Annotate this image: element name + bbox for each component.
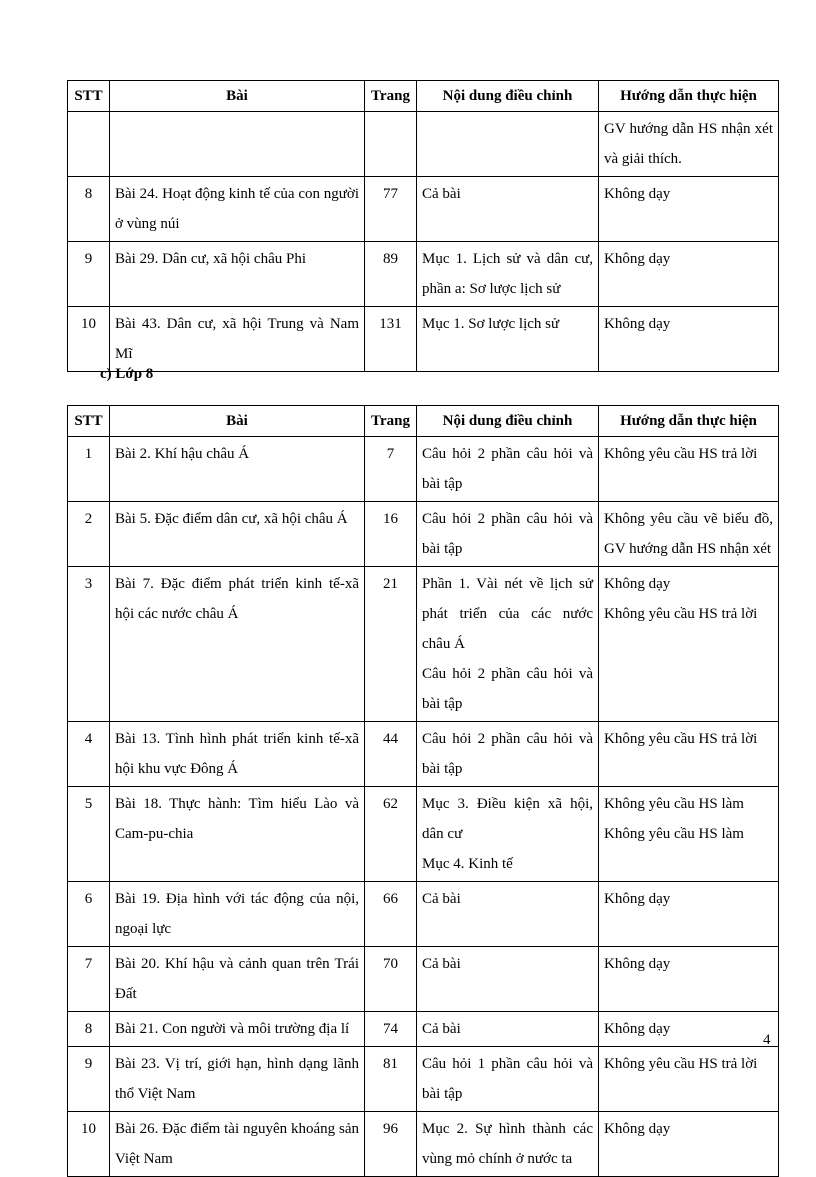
cell-noi-dung [417,722,599,787]
cell-huong-dan [599,1012,779,1047]
cell-trang: 131 [365,307,417,372]
cell-stt: 3 [68,567,110,722]
cell-stt: 9 [68,242,110,307]
cell-stt: 5 [68,787,110,882]
cell-stt: 7 [68,947,110,1012]
cell-huong-dan [599,567,779,722]
header-trang: Trang [365,81,417,112]
header-huong-dan: Hướng dẫn thực hiện [599,406,779,437]
noi-dung-line: Câu hỏi 2 phần câu hỏi và bài tập [422,446,593,492]
cell-trang: 74 [365,1012,417,1047]
noi-dung-line: Cả bài [422,186,461,202]
huong-dan-line: Không dạy [604,251,671,267]
cell-trang: 70 [365,947,417,1012]
page-number: 4 [763,1032,771,1048]
table-lesson-adjustments-continued [67,80,779,372]
huong-dan-line: Không dạy [604,576,671,592]
header-huong-dan: Hướng dẫn thực hiện [599,81,779,112]
cell-bai: Bài 21. Con người và môi trường địa lí [110,1012,365,1047]
cell-stt: 4 [68,722,110,787]
noi-dung-line: Cả bài [422,1021,461,1037]
huong-dan-line: Không yêu cầu HS trả lời [604,606,758,622]
table-row [68,242,779,307]
cell-bai [110,112,365,177]
cell-noi-dung [417,1012,599,1047]
header-noi-dung: Nội dung điều chỉnh [417,406,599,437]
table-row [68,882,779,947]
huong-dan-line: Không yêu cầu HS trả lời [604,731,758,747]
cell-huong-dan [599,787,779,882]
cell-huong-dan [599,947,779,1012]
cell-stt: 2 [68,502,110,567]
cell-trang: 62 [365,787,417,882]
noi-dung-line: Câu hỏi 2 phần câu hỏi và bài tập [422,666,593,712]
cell-trang: 16 [365,502,417,567]
table-grade-8-adjustments [67,405,779,1177]
noi-dung-line: Mục 1. Lịch sử và dân cư, phần a: Sơ lược lịch sử [422,251,593,297]
cell-huong-dan [599,882,779,947]
noi-dung-line: Câu hỏi 2 phần câu hỏi và bài tập [422,511,593,557]
cell-stt: 9 [68,1047,110,1112]
table-row [68,502,779,567]
table-row [68,177,779,242]
cell-trang: 44 [365,722,417,787]
cell-huong-dan [599,502,779,567]
table-header-row [68,81,779,112]
cell-trang [365,112,417,177]
cell-trang: 21 [365,567,417,722]
cell-huong-dan [599,307,779,372]
noi-dung-line: Cả bài [422,956,461,972]
noi-dung-line: Phần 1. Vài nét về lịch sử phát triển của các nước châu Á [422,576,593,652]
cell-bai: Bài 23. Vị trí, giới hạn, hình dạng lãnh thổ Việt Nam [110,1047,365,1112]
cell-bai: Bài 43. Dân cư, xã hội Trung và Nam Mĩ [110,307,365,372]
noi-dung-line: Câu hỏi 1 phần câu hỏi và bài tập [422,1056,593,1102]
cell-trang: 81 [365,1047,417,1112]
table-row [68,787,779,882]
cell-trang: 77 [365,177,417,242]
cell-stt [68,112,110,177]
cell-noi-dung [417,177,599,242]
header-bai: Bài [110,406,365,437]
header-bai: Bài [110,81,365,112]
huong-dan-line: Không dạy [604,1121,671,1137]
cell-stt: 8 [68,177,110,242]
cell-huong-dan [599,722,779,787]
cell-noi-dung [417,567,599,722]
cell-bai: Bài 2. Khí hậu châu Á [110,437,365,502]
header-stt: STT [68,81,110,112]
cell-bai: Bài 18. Thực hành: Tìm hiểu Lào và Cam-pu-chia [110,787,365,882]
cell-huong-dan [599,177,779,242]
cell-noi-dung [417,882,599,947]
cell-huong-dan [599,1047,779,1112]
huong-dan-line: Không yêu cầu HS làm [604,826,744,842]
cell-noi-dung [417,1047,599,1112]
table-row [68,437,779,502]
cell-huong-dan: GV hướng dẫn HS nhận xét và giải thích. [599,112,779,177]
huong-dan-line: Không yêu cầu HS trả lời [604,1056,758,1072]
header-trang: Trang [365,406,417,437]
table-row-continuation [68,112,779,177]
cell-stt: 10 [68,307,110,372]
cell-trang: 89 [365,242,417,307]
noi-dung-line: Mục 4. Kinh tế [422,856,513,872]
huong-dan-line: Không yêu cầu HS làm [604,796,744,812]
cell-bai: Bài 13. Tình hình phát triển kinh tế-xã hội khu vực Đông Á [110,722,365,787]
cell-bai: Bài 29. Dân cư, xã hội châu Phi [110,242,365,307]
cell-huong-dan [599,437,779,502]
section-title: c) Lớp 8 [100,366,154,382]
cell-stt: 8 [68,1012,110,1047]
cell-bai: Bài 19. Địa hình với tác động của nội, ngoại lực [110,882,365,947]
noi-dung-line: Câu hỏi 2 phần câu hỏi và bài tập [422,731,593,777]
noi-dung-line: Cả bài [422,891,461,907]
header-stt: STT [68,406,110,437]
table-header-row [68,406,779,437]
cell-noi-dung [417,307,599,372]
huong-dan-line: Không dạy [604,891,671,907]
noi-dung-line: Mục 3. Điều kiện xã hội, dân cư [422,796,593,842]
cell-huong-dan [599,242,779,307]
huong-dan-line: Không dạy [604,1021,671,1037]
table-row [68,307,779,372]
huong-dan-line: Không dạy [604,316,671,332]
cell-stt: 10 [68,1112,110,1177]
cell-trang: 96 [365,1112,417,1177]
table-row [68,1047,779,1112]
cell-noi-dung [417,787,599,882]
cell-stt: 6 [68,882,110,947]
table-row [68,567,779,722]
cell-noi-dung [417,502,599,567]
cell-noi-dung [417,437,599,502]
noi-dung-line: Mục 1. Sơ lược lịch sử [422,316,560,332]
cell-stt: 1 [68,437,110,502]
huong-dan-line: Không yêu cầu vẽ biểu đồ, GV hướng dẫn HS nhận xét [604,511,773,557]
huong-dan-line: Không yêu cầu HS trả lời [604,446,758,462]
cell-noi-dung [417,242,599,307]
table-row [68,1112,779,1177]
huong-dan-line: Không dạy [604,956,671,972]
cell-bai: Bài 24. Hoạt động kinh tế của con người ở vùng núi [110,177,365,242]
cell-bai: Bài 20. Khí hậu và cảnh quan trên Trái Đất [110,947,365,1012]
cell-bai: Bài 26. Đặc điểm tài nguyên khoáng sản Việt Nam [110,1112,365,1177]
cell-trang: 7 [365,437,417,502]
cell-noi-dung [417,1112,599,1177]
huong-dan-line: Không dạy [604,186,671,202]
table-row [68,722,779,787]
cell-noi-dung [417,947,599,1012]
cell-noi-dung [417,112,599,177]
cell-bai: Bài 5. Đặc điểm dân cư, xã hội châu Á [110,502,365,567]
table-row [68,1012,779,1047]
cell-bai: Bài 7. Đặc điểm phát triển kinh tế-xã hội các nước châu Á [110,567,365,722]
cell-huong-dan [599,1112,779,1177]
header-noi-dung: Nội dung điều chỉnh [417,81,599,112]
cell-trang: 66 [365,882,417,947]
table-row [68,947,779,1012]
noi-dung-line: Mục 2. Sự hình thành các vùng mỏ chính ở nước ta [422,1121,593,1167]
